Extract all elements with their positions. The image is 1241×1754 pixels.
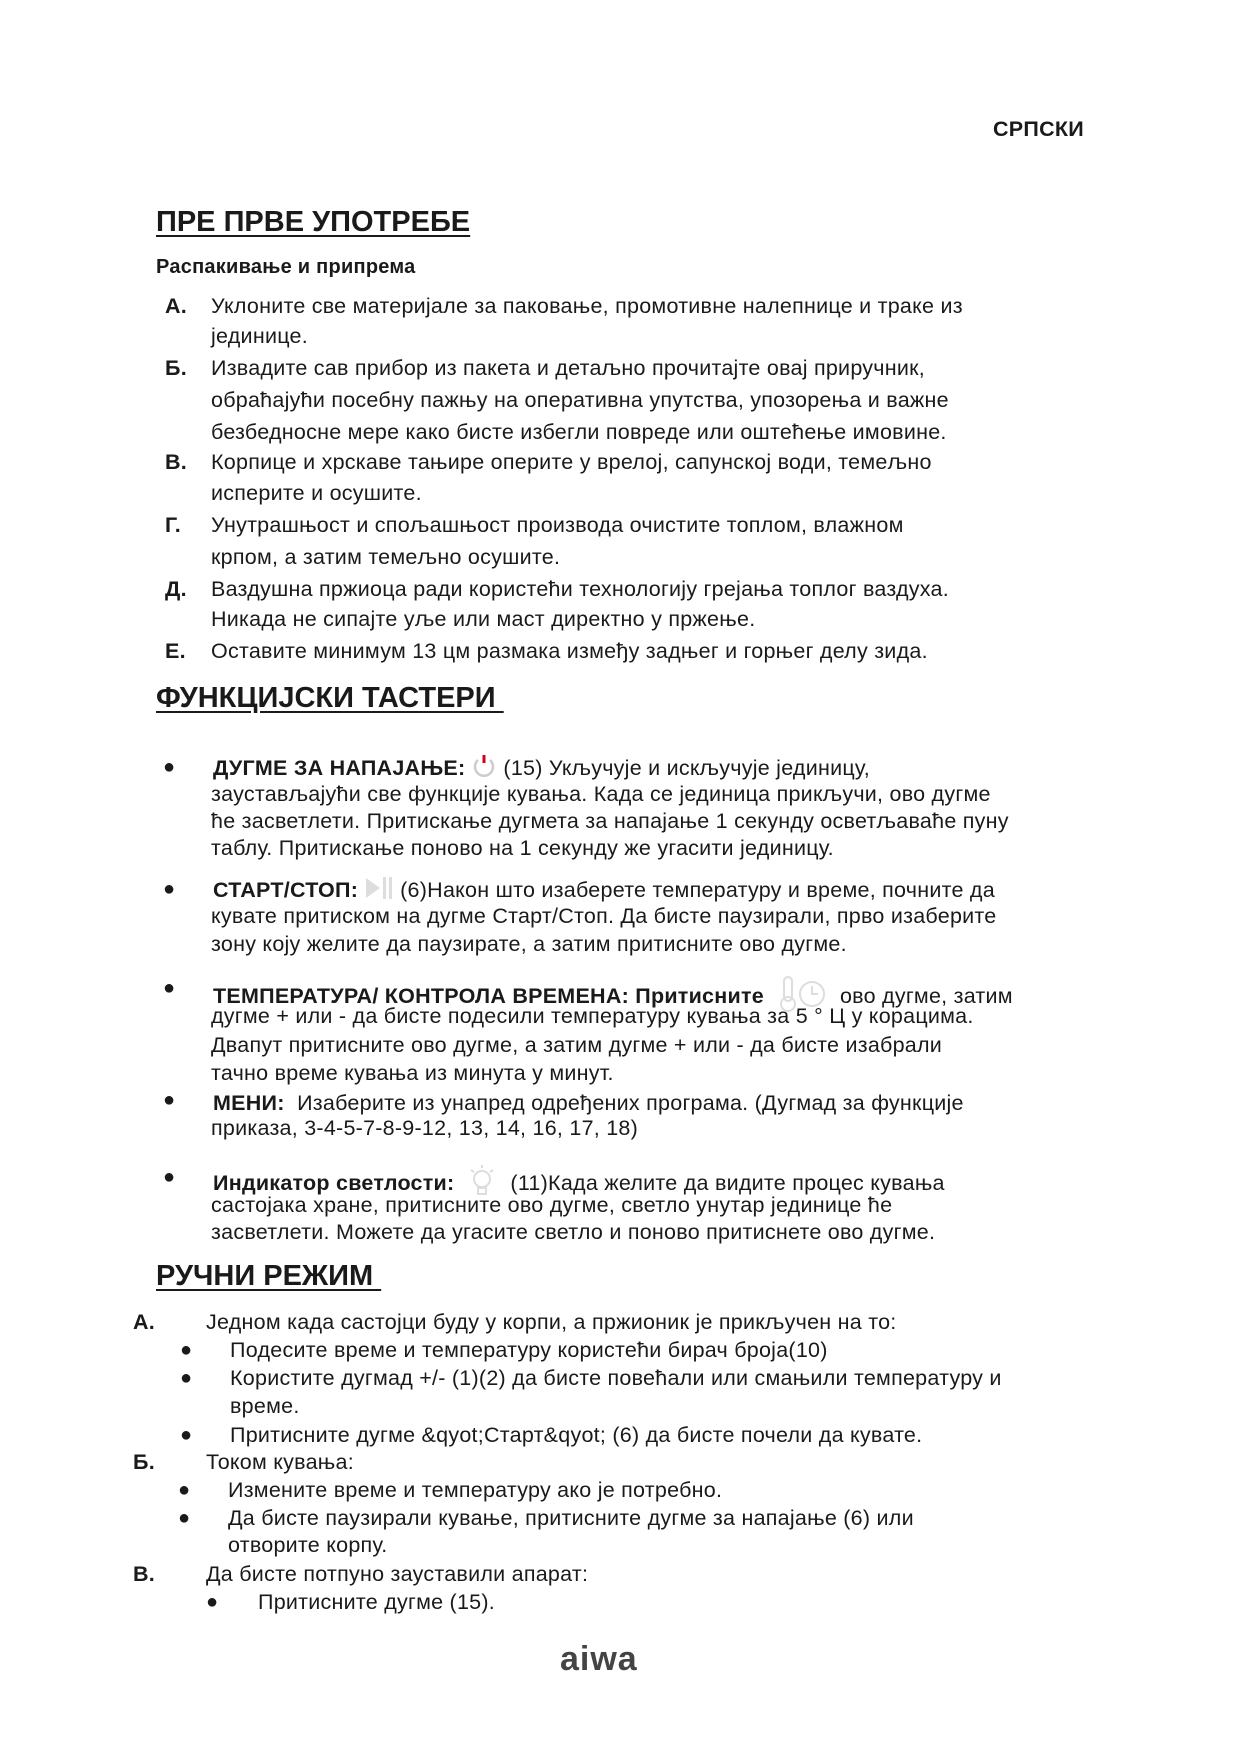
item-label: В. xyxy=(133,1562,155,1586)
item-label: А. xyxy=(133,1310,155,1334)
item-text: тачно време кувања из минута у минут. xyxy=(211,1061,614,1085)
item-text: Унутрашњост и спољашњост производа очистите топлом, влажном xyxy=(211,513,904,537)
sub-item-text: отворите корпу. xyxy=(228,1533,388,1557)
item-label: МЕНИ: xyxy=(213,1091,285,1115)
bullet: ● xyxy=(178,1479,191,1501)
item-text: крпом, а затим темељно осушите. xyxy=(211,545,561,569)
item-label: Индикатор светлости: xyxy=(213,1171,455,1196)
item-label: В. xyxy=(165,450,187,474)
item-text: Никада не сипајте уље или маст директно у пржење. xyxy=(211,607,756,631)
item-label: СТАРТ/СТОП: xyxy=(213,878,359,903)
section-title-function-buttons: ФУНКЦИЈСКИ ТАСТЕРИ xyxy=(156,682,504,714)
item-text: Уклоните све материјале за паковање, промотивне налепнице и траке из xyxy=(211,294,963,318)
sub-item-text: Да бисте паузирали кување, притисните дугме за напајање (6) или xyxy=(228,1506,914,1530)
bullet: ● xyxy=(163,756,176,778)
item-text: приказа, 3-4-5-7-8-9-12, 13, 14, 16, 17, 18) xyxy=(211,1116,639,1140)
bullet: ● xyxy=(163,1089,176,1111)
item-label: Б. xyxy=(165,356,187,380)
item-label: Б. xyxy=(133,1450,155,1474)
item-text: Током кувања: xyxy=(206,1450,354,1474)
bullet: ● xyxy=(180,1424,193,1446)
item-text: (11)Када желите да видите процес кувања xyxy=(510,1171,945,1196)
item-text: (6)Након што изаберете температуру и време, почните да xyxy=(400,878,995,903)
item-label: ДУГМЕ ЗА НАПАЈАЊЕ: xyxy=(213,756,466,781)
sub-item-text: Подесите време и температуру користећи бирач броја(10) xyxy=(230,1338,828,1362)
function-item-menu xyxy=(213,1089,964,1117)
item-text: Двапут притисните ово дугме, а затим дугме + или - да бисте изабрали xyxy=(211,1033,943,1057)
item-text: Ваздушна пржиоца ради користећи технологију грејања топлог ваздуха. xyxy=(211,577,949,601)
item-text: зону коју желите да паузирате, а затим притисните ово дугме. xyxy=(211,932,847,956)
bullet: ● xyxy=(180,1339,193,1361)
subsection-title: Распакивање и припрема xyxy=(156,256,416,278)
item-text: ово дугме, затим xyxy=(839,984,1013,1009)
item-text: кувате притиском на дугме Старт/Стоп. Да бисте паузирали, прво изаберите xyxy=(211,904,997,928)
bullet: ● xyxy=(180,1367,193,1389)
aiwa-logo: aiwa xyxy=(560,1640,638,1678)
sub-item-text: Измените време и температуру ако је потребно. xyxy=(228,1478,723,1502)
item-text: обраћајући посебну пажњу на оперативна упутства, упозорења и важне xyxy=(211,388,949,412)
sub-item-text: Притисните дугме &qyot;Старт&qyot; (6) да бисте почели да кувате. xyxy=(230,1423,923,1447)
bullet: ● xyxy=(206,1591,219,1613)
sub-item-text: Користите дугмад +/- (1)(2) да бисте повећали или смањили температуру и xyxy=(230,1366,1002,1390)
item-text: дугме + или - да бисте подесили температуру кувања за 5 ° Ц у корацима. xyxy=(211,1004,974,1028)
bullet: ● xyxy=(163,977,176,999)
item-label: Е. xyxy=(165,639,186,663)
item-text: исперите и осушите. xyxy=(211,481,422,505)
sub-item-text: Притисните дугме (15). xyxy=(258,1590,496,1614)
item-text: Извадите сав прибор из пакета и детаљно прочитајте овај приручник, xyxy=(211,356,926,380)
section-title-manual-mode: РУЧНИ РЕЖИМ xyxy=(156,1260,382,1292)
item-label: А. xyxy=(165,294,187,318)
item-text: (15) Укључује и искључује јединицу, xyxy=(503,756,870,781)
bullet: ● xyxy=(163,878,176,900)
item-text: безбедносне мере како бисте избегли повреде или оштећење имовине. xyxy=(211,420,947,444)
item-label: Д. xyxy=(165,577,187,601)
item-text: заустављајући све функције кувања. Када се јединица прикључи, ово дугме xyxy=(211,782,991,806)
bullet: ● xyxy=(178,1507,191,1529)
item-text: Једном када састојци буду у корпи, а пржионик је прикључен на то: xyxy=(206,1310,897,1334)
item-text: Оставите минимум 13 цм размака између задњег и горњег делу зида. xyxy=(211,639,928,663)
item-label: Г. xyxy=(165,513,181,537)
item-text: састојака хране, притисните ово дугме, светло унутар јединице ће xyxy=(211,1193,893,1217)
item-text: таблу. Притискање поново на 1 секунду же угасити јединицу. xyxy=(211,836,834,860)
item-text: ће засветлети. Притискање дугмета за напајање 1 секунду осветљаваће пуну xyxy=(211,809,1009,833)
item-label: ТЕМПЕРАТУРА/ КОНТРОЛА ВРЕМЕНА: Притисните xyxy=(213,984,764,1009)
item-text: јединице. xyxy=(211,324,308,348)
bullet: ● xyxy=(163,1166,176,1188)
sub-item-text: време. xyxy=(230,1394,300,1418)
section-title-before-first-use: ПРЕ ПРВЕ УПОТРЕБЕ xyxy=(156,206,471,238)
item-text: засветлети. Можете да угасите светло и поново притиснете ово дугме. xyxy=(211,1220,936,1244)
language-label: СРПСКИ xyxy=(993,117,1084,141)
item-text: Да бисте потпуно зауставили апарат: xyxy=(206,1562,589,1586)
item-text: Корпице и хрскаве тањире оперите у врелој, сапунској води, темељно xyxy=(211,450,932,474)
item-text: Изаберите из унапред одређених програма. (Дугмад за функције xyxy=(297,1091,964,1115)
